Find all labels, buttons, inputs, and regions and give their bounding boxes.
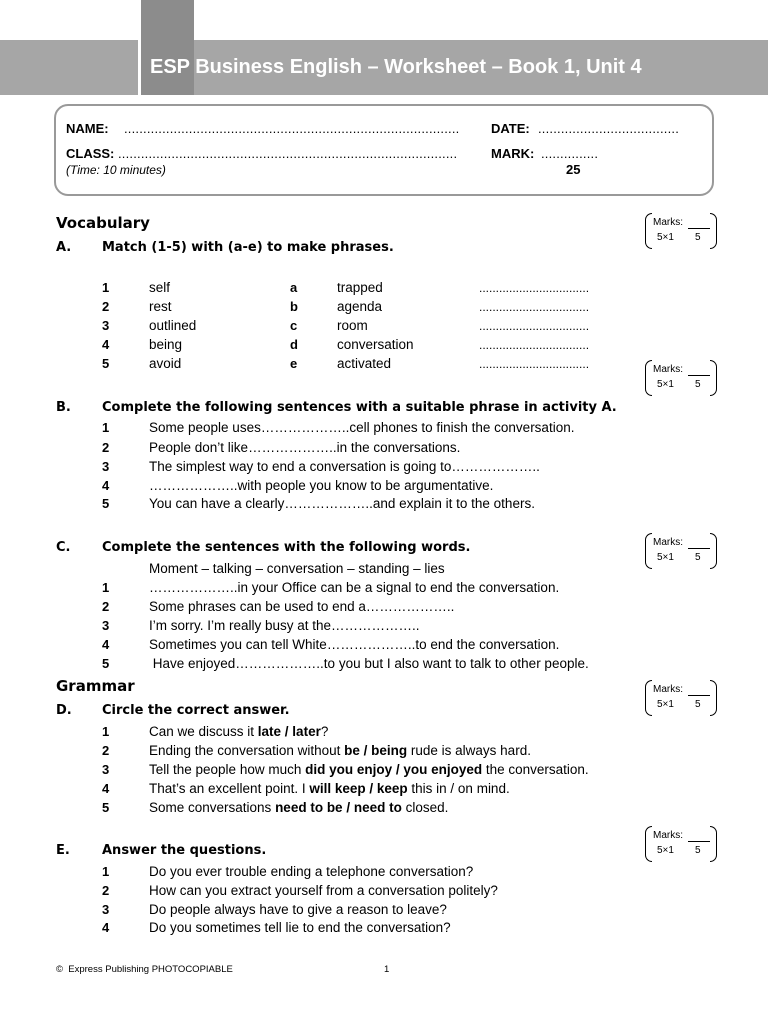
- a-left-word: self: [149, 280, 171, 295]
- total-marks: 25: [566, 162, 581, 177]
- c-item-text: Sometimes you can tell White………………..to end the conversation.: [149, 637, 560, 652]
- mark-field[interactable]: ...............: [541, 146, 599, 161]
- activity-a-instruction: Match (1-5) with (a-e) to make phrases.: [102, 240, 394, 255]
- b-item-num: 4: [102, 478, 110, 493]
- d-choice[interactable]: need to be / need to: [275, 800, 402, 815]
- class-label: CLASS:: [66, 146, 115, 161]
- worksheet-title: ESP Business English – Worksheet – Book 1, Unit 4: [150, 56, 642, 78]
- b-item-num: 5: [102, 496, 110, 511]
- a-answer-field[interactable]: .................................: [479, 319, 590, 333]
- time-limit: (Time: 10 minutes): [66, 163, 166, 177]
- a-answer-field[interactable]: .................................: [479, 281, 590, 295]
- a-left-word: outlined: [149, 318, 197, 333]
- c-word-list: Moment – talking – conversation – standing – lies: [149, 561, 445, 576]
- d-choice[interactable]: did you enjoy / you enjoyed: [305, 762, 483, 777]
- e-item-num: 1: [102, 864, 110, 879]
- class-field[interactable]: .........................................................................................: [118, 146, 458, 161]
- grammar-heading: Grammar: [56, 677, 135, 695]
- activity-d-letter: D.: [56, 703, 72, 718]
- page-number: 1: [384, 964, 390, 975]
- a-left-num: 2: [102, 299, 110, 314]
- a-right-letter: b: [290, 299, 298, 314]
- e-item-num: 2: [102, 883, 110, 898]
- name-label: NAME:: [66, 121, 109, 136]
- marks-box-b: Marks: 5×1 5: [645, 360, 717, 396]
- a-right-word: room: [337, 318, 368, 333]
- a-left-word: being: [149, 337, 183, 352]
- a-left-num: 1: [102, 280, 110, 295]
- vocabulary-heading: Vocabulary: [56, 214, 150, 232]
- activity-a-letter: A.: [56, 240, 72, 255]
- activity-c-letter: C.: [56, 540, 71, 555]
- b-item-text: You can have a clearly………………..and explain it to the others.: [149, 496, 535, 511]
- activity-b-letter: B.: [56, 400, 71, 415]
- b-item-num: 1: [102, 420, 110, 435]
- b-item-text: ………………..with people you know to be argumentative.: [149, 478, 494, 493]
- e-item-num: 4: [102, 920, 110, 935]
- d-item-num: 3: [102, 762, 110, 777]
- copyright-notice: © Express Publishing PHOTOCOPIABLE: [56, 964, 233, 975]
- d-choice[interactable]: be / being: [344, 743, 408, 758]
- c-item-num: 3: [102, 618, 110, 633]
- c-item-num: 2: [102, 599, 110, 614]
- d-item-num: 1: [102, 724, 110, 739]
- header-tab: [138, 0, 194, 95]
- e-item-text: Do people always have to give a reason to leave?: [149, 902, 447, 917]
- c-item-text: ………………..in your Office can be a signal to end the conversation.: [149, 580, 560, 595]
- a-left-word: rest: [149, 299, 172, 314]
- activity-c-instruction: Complete the sentences with the following words.: [102, 540, 471, 555]
- header-divider: [138, 0, 141, 95]
- a-left-num: 4: [102, 337, 110, 352]
- d-item-text: That’s an excellent point. I will keep / keep this in / on mind.: [149, 781, 510, 796]
- b-item-text: People don’t like………………..in the conversations.: [149, 440, 461, 455]
- activity-d-instruction: Circle the correct answer.: [102, 703, 290, 718]
- c-item-num: 5: [102, 656, 110, 671]
- a-right-word: conversation: [337, 337, 414, 352]
- a-right-letter: d: [290, 337, 298, 352]
- d-item-num: 2: [102, 743, 110, 758]
- a-left-num: 3: [102, 318, 110, 333]
- a-right-word: activated: [337, 356, 392, 371]
- d-choice[interactable]: late / later: [257, 724, 321, 739]
- c-item-num: 1: [102, 580, 110, 595]
- c-item-num: 4: [102, 637, 110, 652]
- c-item-text: Have enjoyed………………..to you but I also want to talk to other people.: [149, 656, 589, 671]
- a-right-word: trapped: [337, 280, 383, 295]
- a-right-letter: c: [290, 318, 298, 333]
- d-item-text: Ending the conversation without be / being rude is always hard.: [149, 743, 531, 758]
- activity-b-instruction: Complete the following sentences with a suitable phrase in activity A.: [102, 400, 617, 415]
- marks-box-a: Marks: 5×1 5: [645, 213, 717, 249]
- marks-box-d: Marks: 5×1 5: [645, 680, 717, 716]
- activity-e-letter: E.: [56, 843, 70, 858]
- d-item-text: Tell the people how much did you enjoy / you enjoyed the conversation.: [149, 762, 589, 777]
- c-item-text: Some phrases can be used to end a………………..: [149, 599, 455, 614]
- a-right-word: agenda: [337, 299, 383, 314]
- a-answer-field[interactable]: .................................: [479, 300, 590, 314]
- e-item-text: Do you ever trouble ending a telephone conversation?: [149, 864, 474, 879]
- d-item-text: Some conversations need to be / need to closed.: [149, 800, 449, 815]
- e-item-text: Do you sometimes tell lie to end the conversation?: [149, 920, 451, 935]
- d-item-num: 5: [102, 800, 110, 815]
- a-left-word: avoid: [149, 356, 182, 371]
- activity-e-instruction: Answer the questions.: [102, 843, 267, 858]
- marks-box-c: Marks: 5×1 5: [645, 533, 717, 569]
- a-right-letter: e: [290, 356, 298, 371]
- d-choice[interactable]: will keep / keep: [309, 781, 408, 796]
- date-field[interactable]: .....................................: [538, 121, 680, 136]
- d-item-num: 4: [102, 781, 110, 796]
- c-item-text: I’m sorry. I’m really busy at the………………..: [149, 618, 420, 633]
- b-item-text: The simplest way to end a conversation is going to………………..: [149, 459, 540, 474]
- mark-label: MARK:: [491, 146, 535, 161]
- d-item-text: Can we discuss it late / later?: [149, 724, 329, 739]
- marks-box-e: Marks: 5×1 5: [645, 826, 717, 862]
- b-item-num: 2: [102, 440, 110, 455]
- date-label: DATE:: [491, 121, 530, 136]
- name-field[interactable]: ........................................................................................: [124, 121, 460, 136]
- a-answer-field[interactable]: .................................: [479, 338, 590, 352]
- a-right-letter: a: [290, 280, 298, 295]
- b-item-text: Some people uses………………..cell phones to finish the conversation.: [149, 420, 575, 435]
- a-left-num: 5: [102, 356, 110, 371]
- e-item-num: 3: [102, 902, 110, 917]
- a-answer-field[interactable]: .................................: [479, 357, 590, 371]
- e-item-text: How can you extract yourself from a conversation politely?: [149, 883, 498, 898]
- b-item-num: 3: [102, 459, 110, 474]
